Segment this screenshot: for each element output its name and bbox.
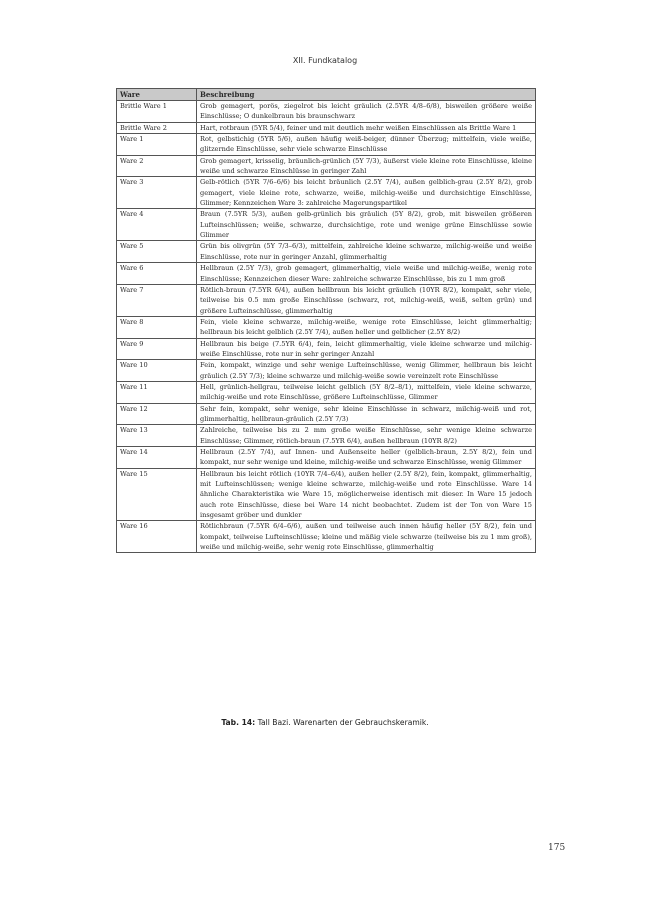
running-head: XII. Fundkatalog xyxy=(292,56,358,65)
table-row xyxy=(117,101,536,123)
ware-cell: Ware 2 xyxy=(117,155,197,177)
table-row xyxy=(117,177,536,209)
description-cell: Fein, viele kleine schwarze, milchig-weiße, wenige rote Einschlüsse, leicht glimmerhaltig; hellbraun bis leicht gelblich (2.5Y 7/4), außen heller und gelblicher (2.5Y 8/2) xyxy=(197,316,536,338)
table-header xyxy=(117,89,536,101)
table-body xyxy=(117,101,536,553)
caption-text: Tall Bazi. Warenarten der Gebrauchskeramik. xyxy=(255,718,429,727)
ware-cell: Brittle Ware 1 xyxy=(117,101,197,123)
description-cell: Fein, kompakt, winzige und sehr wenige Lufteinschlüsse, wenig Glimmer, hellbraun bis leicht gräulich (2.5Y 7/3); kleine schwarze und milchig-weiße sowie vereinzelt rote Einschlüsse xyxy=(197,360,536,382)
description-cell: Hellbraun (2.5Y 7/3), grob gemagert, glimmerhaltig, viele weiße und milchig-weiße, wenig rote Einschlüsse; Kennzeichen dieser Ware: zahlreiche schwarze Einschlüsse, bis zu 1 mm groß xyxy=(197,263,536,285)
table-caption xyxy=(0,718,650,727)
table-row xyxy=(117,381,536,403)
table-row xyxy=(117,360,536,382)
column-header-beschreibung: Beschreibung xyxy=(197,89,536,101)
table-row xyxy=(117,155,536,177)
description-cell: Hellbraun (2.5Y 7/4), auf Innen- und Außenseite heller (gelblich-braun, 2.5Y 8/2), fein und kompakt, nur sehr wenige und kleine, milchig-weiße und schwarze Einschlüsse, wenig Glimmer xyxy=(197,447,536,469)
description-cell: Gelb-rötlich (5YR 7/6–6/6) bis leicht bräunlich (2.5Y 7/4), außen gelblich-grau (2.5Y 8/2), grob gemagert, viele kleine rote, schwarze, weiße, milchig-weiße und durchsichtige Einschlüsse, Glimmer; Kennzeichen Ware 3: zahlreiche Magerungspartikel xyxy=(197,177,536,209)
table-row xyxy=(117,209,536,241)
ware-cell: Ware 16 xyxy=(117,521,197,553)
description-cell: Braun (7.5YR 5/3), außen gelb-grünlich bis gräulich (5Y 8/2), grob, mit bisweilen größeren Lufteinschlüssen; weiße, schwarze, durchsichtige, rote und wenige grüne Einschlüsse sowie Glimmer xyxy=(197,209,536,241)
table-row xyxy=(117,284,536,316)
ware-cell: Ware 6 xyxy=(117,263,197,285)
ware-cell: Brittle Ware 2 xyxy=(117,122,197,133)
ware-cell: Ware 11 xyxy=(117,381,197,403)
table-row xyxy=(117,425,536,447)
ware-cell: Ware 7 xyxy=(117,284,197,316)
ware-cell: Ware 1 xyxy=(117,134,197,156)
description-cell: Zahlreiche, teilweise bis zu 2 mm große weiße Einschlüsse, sehr wenige kleine schwarze Einschlüsse; Glimmer, rötlich-braun (7.5YR 6/4), außen hellbraun (10YR 8/2) xyxy=(197,425,536,447)
ware-cell: Ware 5 xyxy=(117,241,197,263)
description-cell: Grob gemagert, porös, ziegelrot bis leicht gräulich (2.5YR 4/8–6/8), bisweilen größere weiße Einschlüsse; O dunkelbraun bis braunschwarz xyxy=(197,101,536,123)
ware-cell: Ware 10 xyxy=(117,360,197,382)
table-header-row xyxy=(117,89,536,101)
ware-cell: Ware 15 xyxy=(117,468,197,521)
ware-cell: Ware 12 xyxy=(117,403,197,425)
column-header-ware: Ware xyxy=(117,89,197,101)
description-cell: Hart, rotbraun (5YR 5/4), feiner und mit deutlich mehr weißen Einschlüssen als Brittle Ware 1 xyxy=(197,122,536,133)
table-row xyxy=(117,521,536,553)
ware-cell: Ware 8 xyxy=(117,316,197,338)
ware-cell: Ware 4 xyxy=(117,209,197,241)
table-row xyxy=(117,468,536,521)
table-row xyxy=(117,134,536,156)
description-cell: Sehr fein, kompakt, sehr wenige, sehr kleine Einschlüsse in schwarz, milchig-weiß und rot, glimmerhaltig, hellbraun-gräulich (2.5Y 7/3) xyxy=(197,403,536,425)
description-cell: Hell, grünlich-hellgrau, teilweise leicht gelblich (5Y 8/2–8/1), mittelfein, viele kleine schwarze, milchig-weiße und rote Einschlüsse, größere Lufteinschlüsse, Glimmer xyxy=(197,381,536,403)
description-cell: Hellbraun bis beige (7.5YR 6/4), fein, leicht glimmerhaltig, viele kleine schwarze und milchig-weiße Einschlüsse, rote nur in sehr geringer Anzahl xyxy=(197,338,536,360)
description-cell: Hellbraun bis leicht rötlich (10YR 7/4–6/4), außen heller (2.5Y 8/2), fein, kompakt, glimmerhaltig, mit Lufteinschlüssen; wenige kleine schwarze, milchig-weiße und rote Einschlüsse. Ware 14 ähnliche Charakteristika wie Ware 15, möglicherweise identisch mit dieser. In Ware 15 jedoch auch rote Einschlüsse, diese bei Ware 14 nicht beobachtet. Zudem ist der Ton von Ware 15 insgesamt gröber und dunkler xyxy=(197,468,536,521)
ware-cell: Ware 13 xyxy=(117,425,197,447)
ware-cell: Ware 3 xyxy=(117,177,197,209)
table-row xyxy=(117,241,536,263)
description-cell: Rötlich-braun (7.5YR 6/4), außen hellbraun bis leicht gräulich (10YR 8/2), kompakt, sehr viele, teilweise bis 0.5 mm große Einschlüsse (schwarz, rot, milchig-weiß, weiß, selten grün) und größere Lufteinschlüsse, glimmerhaltig xyxy=(197,284,536,316)
table-row xyxy=(117,403,536,425)
table-row xyxy=(117,447,536,469)
table-row xyxy=(117,316,536,338)
table-row xyxy=(117,263,536,285)
description-cell: Grob gemagert, krisselig, bräunlich-grünlich (5Y 7/3), äußerst viele kleine rote Einschlüsse, kleine weiße und schwarze Einschlüsse in geringer Zahl xyxy=(197,155,536,177)
table-row xyxy=(117,122,536,133)
ware-cell: Ware 9 xyxy=(117,338,197,360)
description-cell: Grün bis olivgrün (5Y 7/3–6/3), mittelfein, zahlreiche kleine schwarze, milchig-weiße und weiße Einschlüsse, rote nur in geringer Anzahl, glimmerhaltig xyxy=(197,241,536,263)
table-row xyxy=(117,338,536,360)
ware-cell: Ware 14 xyxy=(117,447,197,469)
page-number: 175 xyxy=(548,843,566,853)
description-cell: Rötlichbraun (7.5YR 6/4–6/6), außen und teilweise auch innen häufig heller (5Y 8/2), fein und kompakt, teilweise Lufteinschlüsse; kleine und mäßig viele schwarze (teilweise bis zu 1 mm groß), weiße und milchig-weiße, sehr wenig rote Einschlüsse, glimmerhaltig xyxy=(197,521,536,553)
ware-table xyxy=(116,88,536,553)
description-cell: Rot, gelbstichig (5YR 5/6), außen häufig weiß-beiger, dünner Überzug; mittelfein, viele weiße, glitzernde Einschlüsse, sehr viele schwarze Einschlüsse xyxy=(197,134,536,156)
caption-label: Tab. 14: xyxy=(221,718,256,727)
